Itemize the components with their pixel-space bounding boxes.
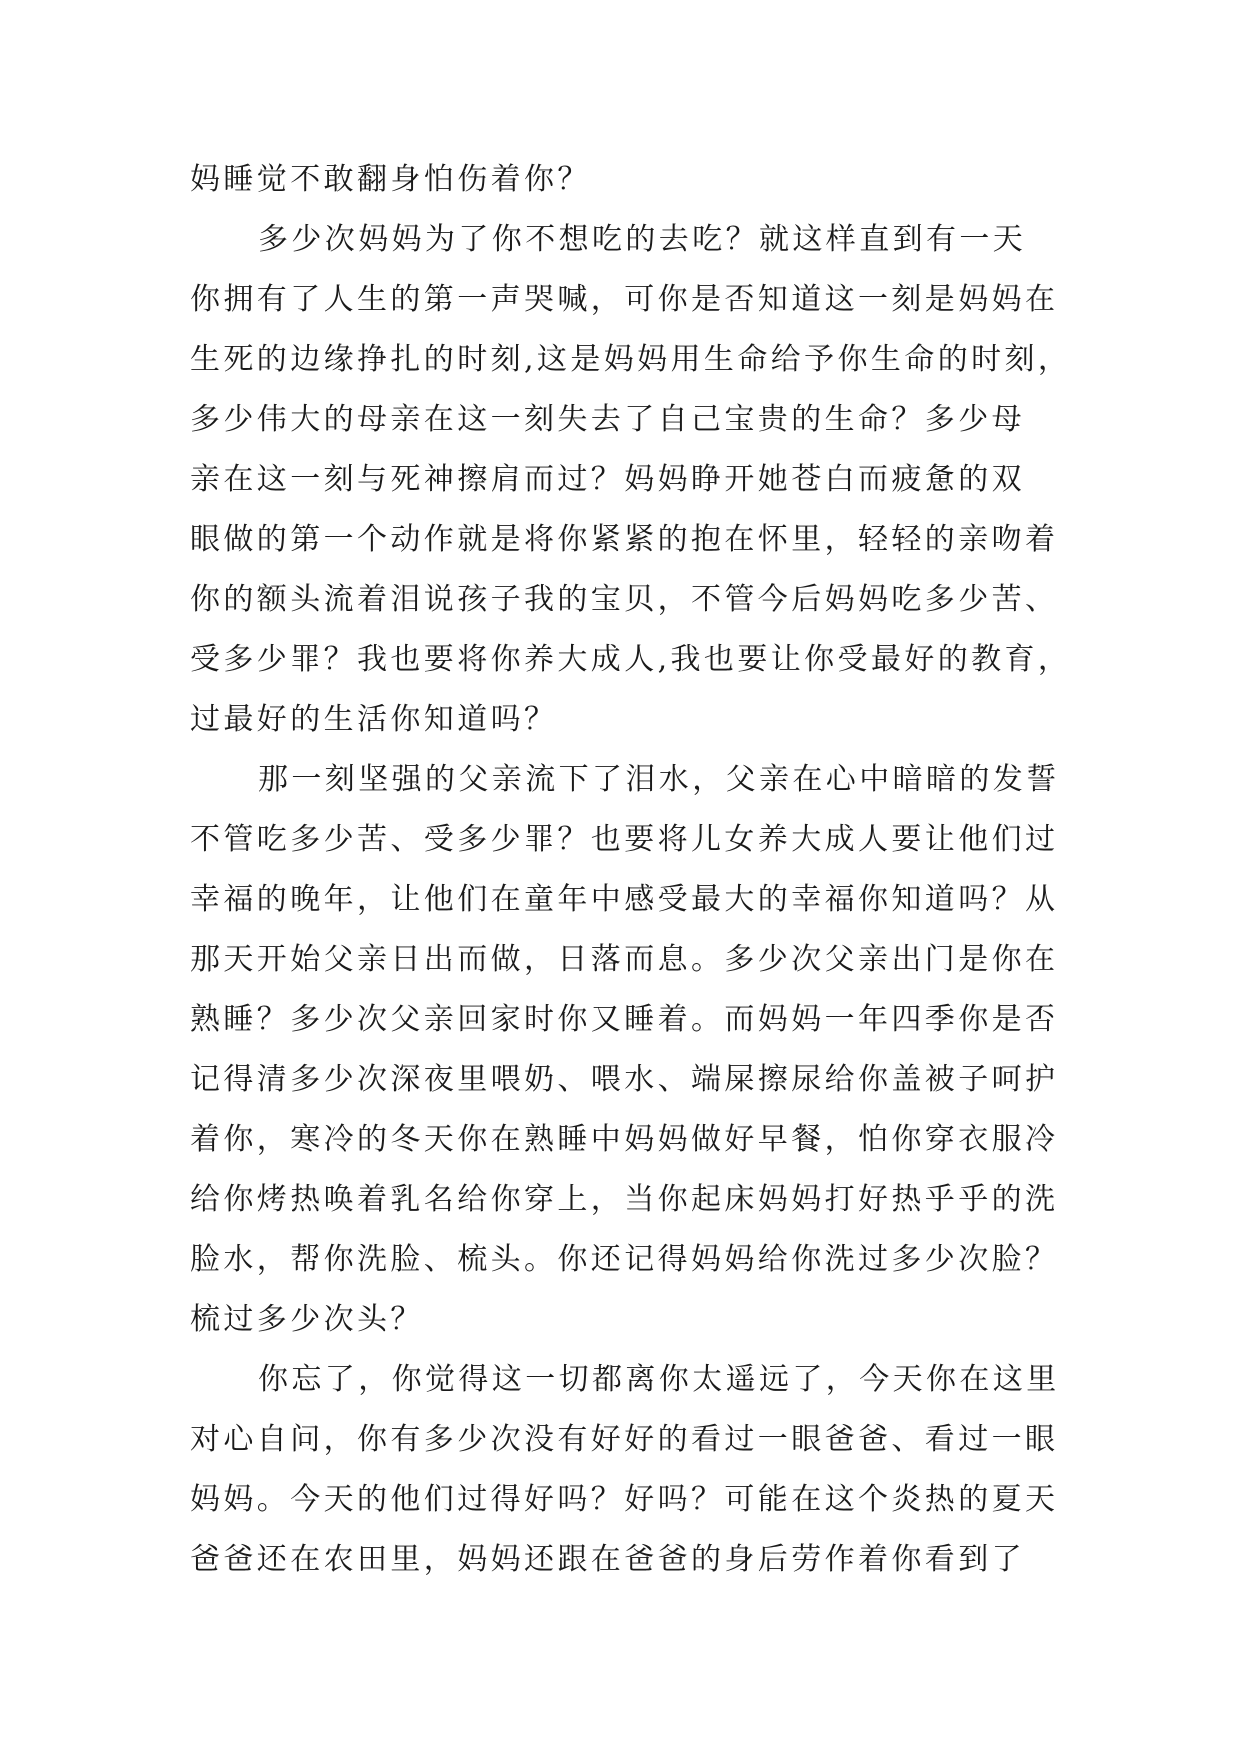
- text-line: 眼做的第一个动作就是将你紧紧的抱在怀里，轻轻的亲吻着: [190, 522, 1059, 557]
- text-line: 脸水，帮你洗脸、梳头。你还记得妈妈给你洗过多少次脸？: [190, 1242, 1059, 1277]
- text-line: 妈睡觉不敢翻身怕伤着你？: [190, 162, 591, 197]
- text-line: 你忘了，你觉得这一切都离你太遥远了，今天你在这里: [258, 1362, 1060, 1397]
- text-line: 多少伟大的母亲在这一刻失去了自己宝贵的生命？多少母: [190, 402, 1025, 437]
- text-line: 过最好的生活你知道吗？: [190, 702, 558, 737]
- text-line: 亲在这一刻与死神擦肩而过？妈妈睁开她苍白而疲惫的双: [190, 462, 1025, 497]
- text-line: 对心自问，你有多少次没有好好的看过一眼爸爸、看过一眼: [190, 1422, 1059, 1457]
- text-line: 那一刻坚强的父亲流下了泪水，父亲在心中暗暗的发誓: [258, 762, 1060, 797]
- text-line: 不管吃多少苦、受多少罪？也要将儿女养大成人要让他们过: [190, 822, 1059, 857]
- text-line: 生死的边缘挣扎的时刻,这是妈妈用生命给予你生命的时刻，: [190, 342, 1072, 377]
- document-body: [190, 150, 1072, 1590]
- text-line: 妈妈。今天的他们过得好吗？好吗？可能在这个炎热的夏天: [190, 1482, 1059, 1517]
- text-line: 梳过多少次头？: [190, 1302, 424, 1337]
- text-line: 受多少罪？我也要将你养大成人,我也要让你受最好的教育，: [190, 642, 1072, 677]
- text-line: 记得清多少次深夜里喂奶、喂水、端屎擦尿给你盖被子呵护: [190, 1062, 1059, 1097]
- text-line: 那天开始父亲日出而做，日落而息。多少次父亲出门是你在: [190, 942, 1059, 977]
- text-line: 着你，寒冷的冬天你在熟睡中妈妈做好早餐，怕你穿衣服冷: [190, 1122, 1059, 1157]
- text-line: 多少次妈妈为了你不想吃的去吃？就这样直到有一天: [258, 222, 1027, 257]
- text-line: 你的额头流着泪说孩子我的宝贝，不管今后妈妈吃多少苦、: [190, 582, 1059, 617]
- text-line: 熟睡？多少次父亲回家时你又睡着。而妈妈一年四季你是否: [190, 1002, 1059, 1037]
- text-line: 幸福的晚年，让他们在童年中感受最大的幸福你知道吗？从: [190, 882, 1059, 917]
- text-line: 你拥有了人生的第一声哭喊，可你是否知道这一刻是妈妈在: [190, 282, 1059, 317]
- text-line: 爸爸还在农田里，妈妈还跟在爸爸的身后劳作着你看到了: [190, 1542, 1025, 1577]
- text-line: 给你烤热唤着乳名给你穿上，当你起床妈妈打好热乎乎的洗: [190, 1182, 1059, 1217]
